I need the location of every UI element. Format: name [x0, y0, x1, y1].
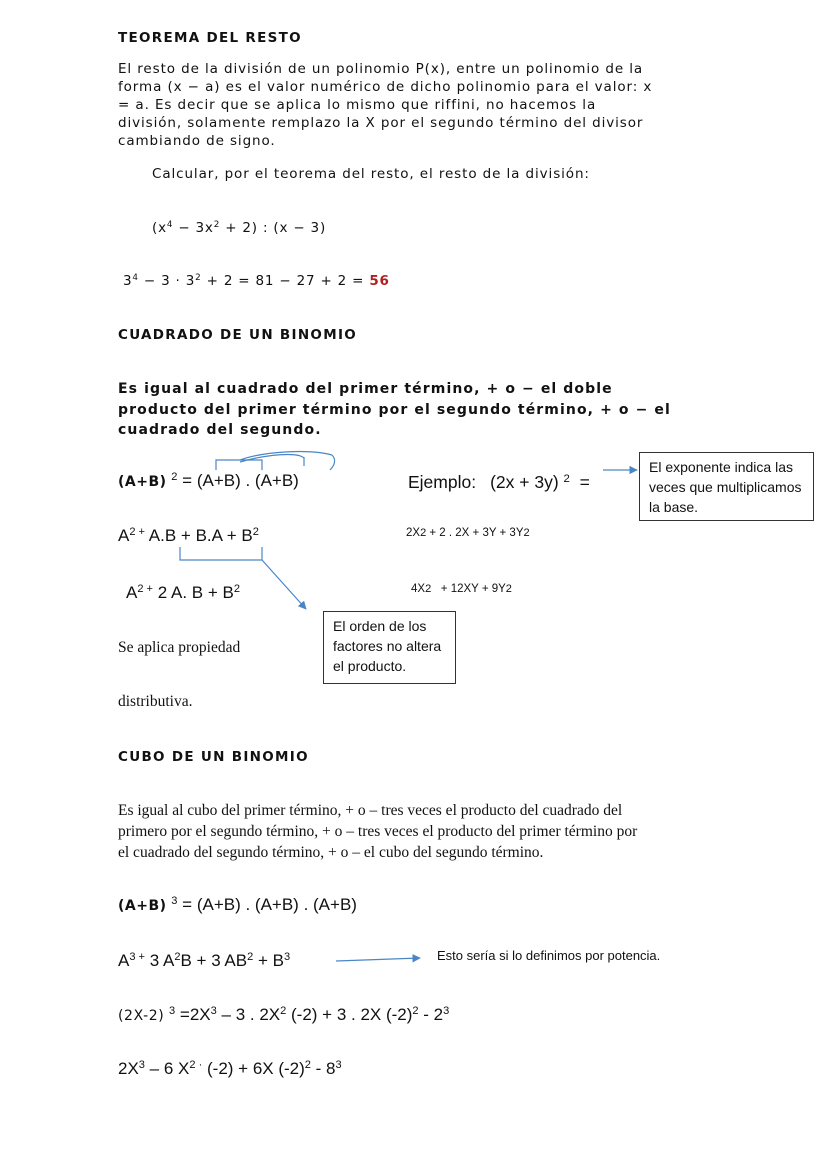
cubo-example2: $2X^3 - 6$ $X^{2 \cdot}$ (-2) + 6X $(-2)^2 - 8^3$: [118, 1058, 342, 1078]
potencia-note: Esto sería si lo definimos por potencia.: [437, 948, 661, 963]
teorema-heading: TEOREMA DEL RESTO: [118, 30, 302, 46]
ejemplo-step2: 4X2 + 12XY + 9Y2: [411, 583, 512, 595]
teorema-paragraph-line: = a. Es decir que se aplica lo mismo que riffini, no hacemos la: [118, 97, 597, 113]
ejemplo-step1: 2X2 + 2 . 2X + 3Y + 3Y2: [406, 527, 530, 539]
cubo-formula: (A+B) $^3$ = (A+B) . (A+B) . (A+B): [118, 894, 357, 914]
teorema-result: 56: [369, 273, 390, 289]
cubo-definition-line: primero por el segundo término, + o – tres veces el producto del primer término por: [118, 823, 638, 840]
cuadrado-ejemplo: Ejemplo: (2x + 3y) $^2$ =: [408, 472, 590, 492]
teorema-paragraph-line: cambiando de signo.: [118, 133, 276, 149]
teorema-instruction: Calcular, por el teorema del resto, el resto de la división:: [152, 166, 590, 182]
cuadrado-formula: (A+B) $^2$ = (A+B) . (A+B): [118, 470, 299, 490]
cubo-definition-line: el cuadrado del segundo término, + o – el cubo del segundo término.: [118, 844, 544, 861]
tick-b: [330, 455, 335, 470]
cuadrado-definition-line: cuadrado del segundo.: [118, 422, 322, 438]
cubo-example1: (2X-2) $^3 =2X^3 - 3$ . $2X^2$ (-2) + 3 . 2X $(-2)^2 - 2^3$: [118, 1004, 450, 1024]
teorema-paragraph-line: forma (x − a) es el valor numérico de dicho polinomio para el valor: x: [118, 79, 653, 95]
potencia-arrow: [336, 958, 420, 961]
cuadrado-definition: [118, 379, 738, 441]
multiplication-arcs: [216, 452, 335, 470]
teorema-paragraph: [118, 60, 738, 150]
cuadrado-definition-line: Es igual al cuadrado del primer término, + o − el doble: [118, 381, 613, 397]
cuadrado-simplified: $A^{2 +}$ 2 A. $B + B^2$: [126, 582, 240, 602]
exponente-callout: El exponente indica las veces que multiplicamos la base.: [639, 452, 814, 521]
teorema-paragraph-line: división, solamente remplazo la X por el segundo término del divisor: [118, 115, 644, 131]
cubo-heading: CUBO DE UN BINOMIO: [118, 749, 309, 765]
distributiva-note-line2: distributiva.: [118, 693, 193, 710]
teorema-calculation: $3^4 - 3 \cdot 3^2 + 2 = 81 - 27 + 2 = 56$: [123, 273, 390, 289]
orden-callout: El orden de los factores no altera el producto.: [323, 611, 456, 684]
cubo-expansion: $A^{3 +}$ 3 $A^2B + 3$ $AB^2 + B^3$: [118, 950, 291, 970]
cubo-definition-line: Es igual al cubo del primer término, + o – tres veces el producto del cuadrado del: [118, 802, 623, 819]
cubo-definition: [118, 800, 718, 863]
ab-ba-bracket: [180, 547, 262, 560]
distributiva-note-line1: Se aplica propiedad: [118, 639, 241, 656]
orden-arrow: [262, 560, 306, 609]
teorema-paragraph-line: El resto de la división de un polinomio P(x), entre un polinomio de la: [118, 61, 644, 77]
cuadrado-expansion: $A^{2 +}$ $A.B + B.A + B^2$: [118, 525, 259, 545]
teorema-division: $(x^4 - 3x^2 + 2)$ : (x − 3): [152, 220, 327, 236]
arc-a-to-a: [240, 455, 304, 462]
cuadrado-definition-line: producto del primer término por el segundo término, + o − el: [118, 401, 671, 418]
cuadrado-heading: CUADRADO DE UN BINOMIO: [118, 327, 358, 343]
arc-a-to-b: [240, 452, 332, 460]
bracket-a: [216, 460, 262, 470]
